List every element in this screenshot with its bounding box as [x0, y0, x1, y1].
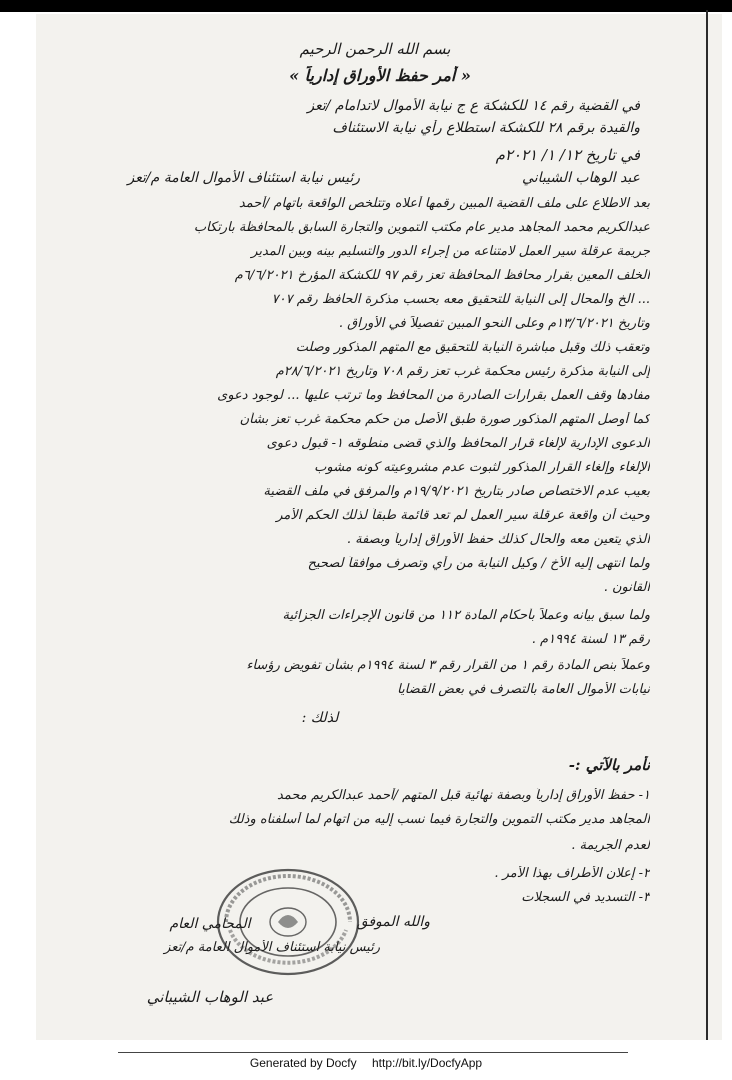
- closing-phrase: والله الموفق: [356, 914, 430, 930]
- signatory-role: رئيس نيابة استئناف الأموال العامة م/تعز: [164, 940, 380, 955]
- body-line: إلى النيابة مذكرة رئيس محكمة غرب تعز رقم ٧٠٨ وتاريخ ٢٨/٦/٢٠٢١م: [275, 364, 650, 379]
- body-line: الإلغاء وإلغاء القرار المذكور لثبوت عدم مشروعيته كونه مشوب: [314, 460, 650, 475]
- top-bar: [0, 0, 732, 12]
- body-line: وحيث أن واقعة عرقلة سير العمل لم تعد قائمة طبقاً لذلك الحكم الأمر: [276, 508, 650, 523]
- body-line: القانون .: [603, 580, 650, 595]
- prosecutor-name: عبد الوهاب الشيباني: [522, 170, 640, 186]
- document-title: « أمر حفظ الأوراق إدارياً »: [289, 66, 471, 85]
- case-reference-line: والقيدة برقم ٢٨ للكشكة استطلاع رأي نيابة الاستئناف: [332, 120, 640, 136]
- body-line: بعد الاطلاع على ملف القضية المبين رقمها أعلاه وتتلخص الواقعة باتهام /أحمد: [238, 196, 650, 211]
- body-line: مفادها وقف العمل بقرارات الصادرة من المحافظ وما ترتب عليها ... لوجود دعوى: [217, 388, 650, 403]
- order-item: ٢- إعلان الأطراف بهذا الأمر .: [494, 866, 650, 881]
- body-line: نيابات الأموال العامة بالتصرف في بعض القضايا: [397, 682, 650, 697]
- order-item: ٣- التسديد في السجلات: [521, 890, 650, 905]
- signatory-name: عبد الوهاب الشيباني: [146, 988, 274, 1006]
- body-line: وتاريخ ١٣/٦/٢٠٢١م وعلى النحو المبين تفصيلاً في الأوراق .: [338, 316, 650, 331]
- body-line: ... الخ والمحال إلى النيابة للتحقيق معه بحسب مذكرة الحافظ رقم ٧٠٧: [271, 292, 650, 307]
- order-item: لعدم الجريمة .: [571, 838, 650, 853]
- footer: [0, 1056, 732, 1070]
- body-line: الذي يتعين معه والحال كذلك حفظ الأوراق إدارياً وبصفة .: [346, 532, 650, 547]
- body-line: الدعوى الإدارية لإلغاء قرار المحافظ والذي قضى منطوقه ١- قبول دعوى: [266, 436, 650, 451]
- prosecutor-title: رئيس نيابة استئناف الأموال العامة م/تعز: [127, 170, 360, 186]
- body-line: كما أوصل المتهم المذكور صورة طبق الأصل من حكم محكمة غرب تعز بشأن: [239, 412, 650, 427]
- order-heading: نأمر بالآتي :-: [568, 756, 650, 774]
- body-line: عبدالكريم محمد المجاهد مدير عام مكتب التموين والتجارة السابق بالمحافظة بارتكاب: [193, 220, 650, 235]
- document-date: في تاريخ ١٢/ ١/ ٢٠٢١م: [495, 146, 640, 164]
- body-line: الخلف المعين بقرار محافظ المحافظة تعز رقم ٩٧ للكشكة المؤرخ ٦/٦/٢٠٢١م: [234, 268, 650, 283]
- signatory-title: المحامي العام: [169, 916, 251, 932]
- body-line: بعيب عدم الاختصاص صادر بتاريخ ١٩/٩/٢٠٢١م والمرفق في ملف القضية: [263, 484, 650, 499]
- docfy-link[interactable]: http://bit.ly/DocfyApp: [372, 1056, 483, 1070]
- case-number-line: في القضية رقم ١٤ للكشكة ع ج نيابة الأموال لاتدامام /تعز: [307, 98, 640, 114]
- body-line: ولما سبق بيانه وعملاً بأحكام المادة ١١٢ من قانون الإجراءات الجزائية: [282, 608, 650, 623]
- body-line: وتعقب ذلك وقبل مباشرة النيابة للتحقيق مع المتهم المذكور وصلت: [295, 340, 650, 355]
- body-line: رقم ١٣ لسنة ١٩٩٤م .: [531, 632, 650, 647]
- generated-by-text: Generated by Docfy: [249, 1056, 357, 1070]
- body-line: جريمة عرقلة سير العمل لامتناعه من إجراء الدور والتسليم بينه وبين المدير: [251, 244, 650, 259]
- official-seal-stamp: [212, 864, 362, 982]
- footer-divider: [118, 1052, 628, 1053]
- order-item: ١- حفظ الأوراق إدارياً وبصفة نهائية قبل المتهم /أحمد عبدالكريم محمد: [277, 788, 650, 803]
- therefore-line: لذلك :: [301, 710, 339, 726]
- body-line: ولما انتهى إليه الأخ / وكيل النيابة من رأي وتصرف موافقاً لصحيح: [307, 556, 650, 571]
- seal-emblem: [278, 915, 298, 928]
- seal-ring-text-lower: [230, 930, 346, 963]
- body-line: وعملاً بنص المادة رقم ١ من القرار رقم ٣ لسنة ١٩٩٤م بشأن تفويض رؤساء: [246, 658, 650, 673]
- scanned-document-page: [36, 14, 722, 1040]
- page-edge-line: [706, 10, 708, 1040]
- basmala: بسم الله الرحمن الرحيم: [299, 40, 451, 58]
- order-item: المجاهد مدير مكتب التموين والتجارة فيما نسب إليه من اتهام لما أسلفناه وذلك: [228, 812, 650, 827]
